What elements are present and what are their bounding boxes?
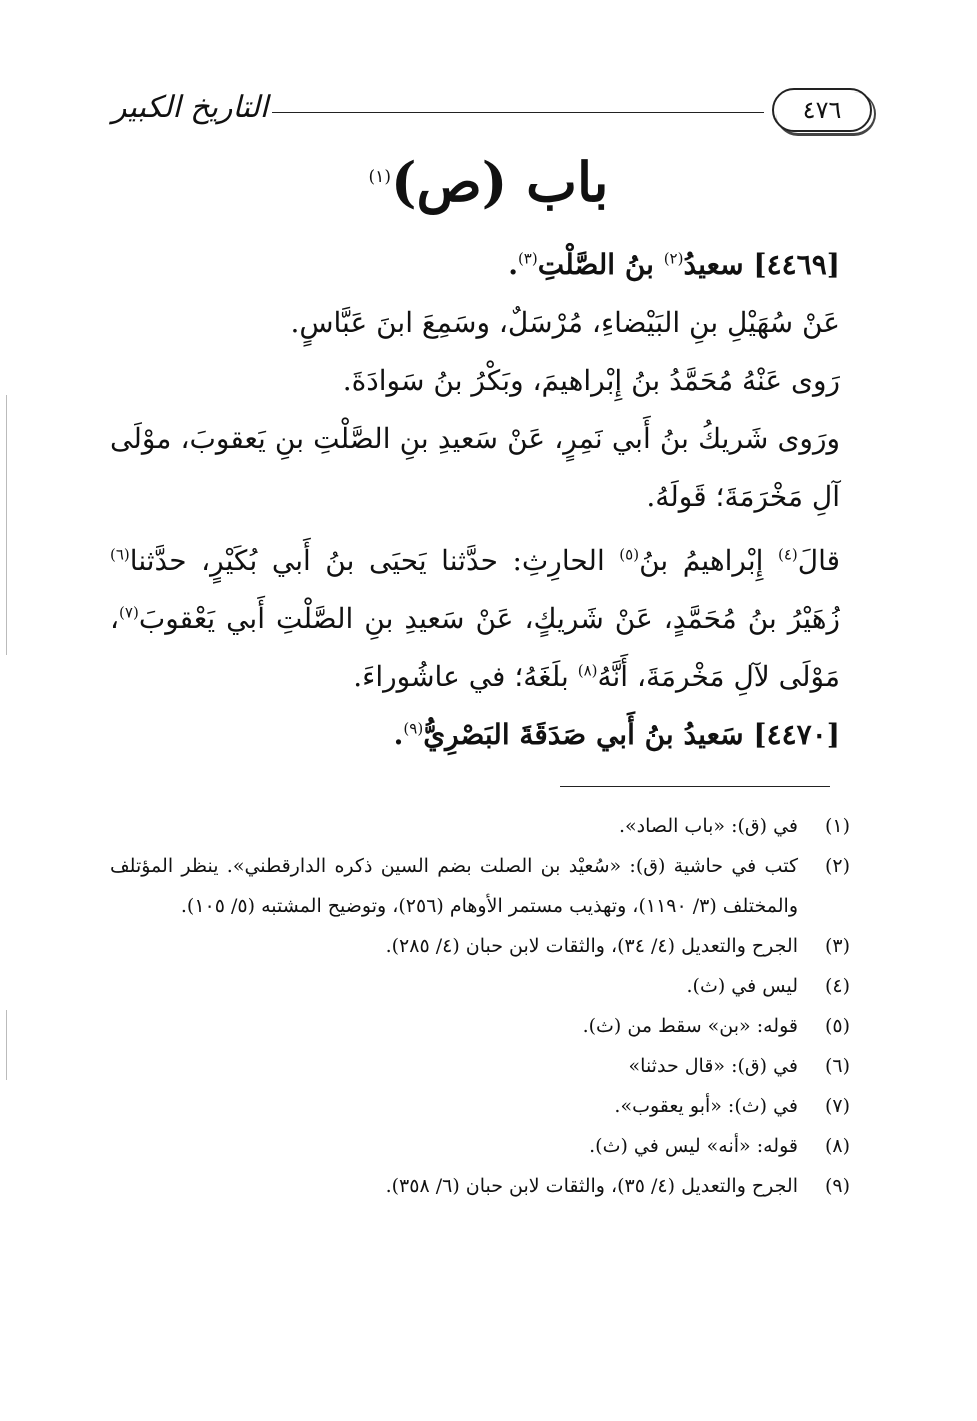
footnote (110, 1086, 850, 1126)
footnote-number: (٥) (824, 1015, 850, 1037)
footnote-number: (٧) (824, 1095, 850, 1117)
book-title: التاريخ الكبير (112, 90, 269, 125)
footnote-ref: (٥) (619, 545, 640, 564)
footnote (110, 1166, 850, 1206)
footnote (110, 926, 850, 966)
footnote-text: الجرح والتعديل (٤/ ٣٤)، والثقات لابن حبان (٤/ ٢٨٥). (385, 935, 798, 957)
chapter-title: باب (ص) (390, 150, 609, 214)
entry-name: سَعيدُ بنُ أَبي صَدَقَةَ البَصْرِيُّ (423, 718, 744, 751)
footnote-ref: (٧) (119, 603, 139, 622)
text-run: زُهَيْرُ بنُ مُحَمَّدٍ، عَنْ شَريكٍ، عَنْ سَعيدِ بنِ الصَّلْتِ أَبي يَعْقوبَ (138, 602, 840, 635)
text-run: بلَغَهُ؛ في عاشُوراءَ. (353, 660, 569, 693)
footnote-number: (٤) (824, 975, 850, 997)
footnote-number: (٣) (824, 935, 850, 957)
footnote-number: (٢) (824, 855, 850, 877)
text-run: ، مَوْلَى لآلِ مَخْرمَةَ، أَنَّهُ (110, 602, 840, 693)
footnote (110, 1006, 850, 1046)
paragraph: ورَوى شَريكُ بنُ أَبي نَمِرٍ، عَنْ سَعيدِ بنِ الصَّلْتِ بنِ يَعقوبَ، موْلَى آلِ مَخْرَمَةَ؛ قَولَهُ. (110, 422, 840, 513)
running-header (112, 86, 872, 138)
footnote-ref: (٢) (663, 249, 684, 268)
footnote-ref: (٤) (777, 545, 798, 564)
text-run: الحارِثِ: حدَّثنا يَحيَى بنُ أَبي بُكَيْرٍ، حدَّثنا (129, 544, 605, 577)
paragraph: عَنْ سُهَيْلِ بنِ البَيْضاءِ، مُرْسَلٌ، وسَمِعَ ابنَ عَبَّاسٍ. (290, 306, 840, 339)
footnote-text: ليس في (ث). (686, 975, 798, 997)
paragraph (110, 532, 840, 706)
footnote-number: (١) (824, 815, 850, 837)
main-text (110, 236, 840, 764)
text-run: قالَ (797, 544, 840, 577)
footnote (110, 1046, 850, 1086)
footnote (110, 846, 850, 926)
entry-number: [٤٤٧٠] (753, 718, 840, 751)
entry-heading (110, 236, 840, 294)
footnote-ref: (٦) (110, 545, 130, 564)
header-rule (272, 112, 764, 113)
page-number-badge (772, 88, 872, 132)
footnote (110, 966, 850, 1006)
footnotes (110, 806, 850, 1206)
footnote-separator (560, 786, 830, 787)
entry-end: . (393, 718, 404, 751)
entry-name: بنُ الصَّلْتِ (537, 248, 654, 281)
footnote-text: قوله: «بن» سقط من (ث). (582, 1015, 798, 1037)
page-number: ٤٧٦ (802, 96, 842, 124)
footnote-ref: (٣) (517, 249, 538, 268)
text-run: إِبْراهيمُ بنُ (639, 544, 764, 577)
footnote-text: في (ق): «باب الصاد». (618, 815, 798, 837)
entry-end: . (508, 248, 518, 281)
entry-heading (110, 706, 840, 764)
footnote-ref: (٩) (403, 719, 424, 738)
chapter-heading (0, 150, 977, 214)
paragraph: رَوى عَنْهُ مُحَمَّدُ بنُ إِبْراهيمَ، وبَكْرُ بنُ سَوادَةَ. (342, 364, 840, 397)
footnote (110, 1126, 850, 1166)
footnote-text: قوله: «أنه» ليس في (ث). (589, 1135, 798, 1157)
footnote-text: كتب في حاشية (ق): «سُعيْد بن الصلت بضم السين ذكره الدارقطني». ينظر المؤتلف والمختلف (٣/ ١١٩٠)، وتهذيب مستمر الأوهام (٢٥٦)، وتوضيح المشتبه (٥/ ١٠٥). (110, 855, 798, 917)
footnote-number: (٨) (824, 1135, 850, 1157)
footnote-number: (٩) (824, 1175, 850, 1197)
footnote-text: الجرح والتعديل (٤/ ٣٥)، والثقات لابن حبان (٦/ ٣٥٨). (385, 1175, 798, 1197)
scan-margin-mark (6, 395, 7, 655)
entry-number: [٤٤٦٩] (753, 248, 840, 281)
footnote-number: (٦) (824, 1055, 850, 1077)
footnote-ref: (٨) (577, 661, 598, 680)
footnote-text: في (ث): «أبو يعقوب». (614, 1095, 798, 1117)
entry-name: سعيدُ (683, 248, 744, 281)
footnote-ref: (١) (368, 167, 391, 187)
footnote-text: في (ق): «قال حدثنا» (628, 1055, 798, 1077)
scan-margin-mark (6, 1010, 7, 1080)
footnote (110, 806, 850, 846)
